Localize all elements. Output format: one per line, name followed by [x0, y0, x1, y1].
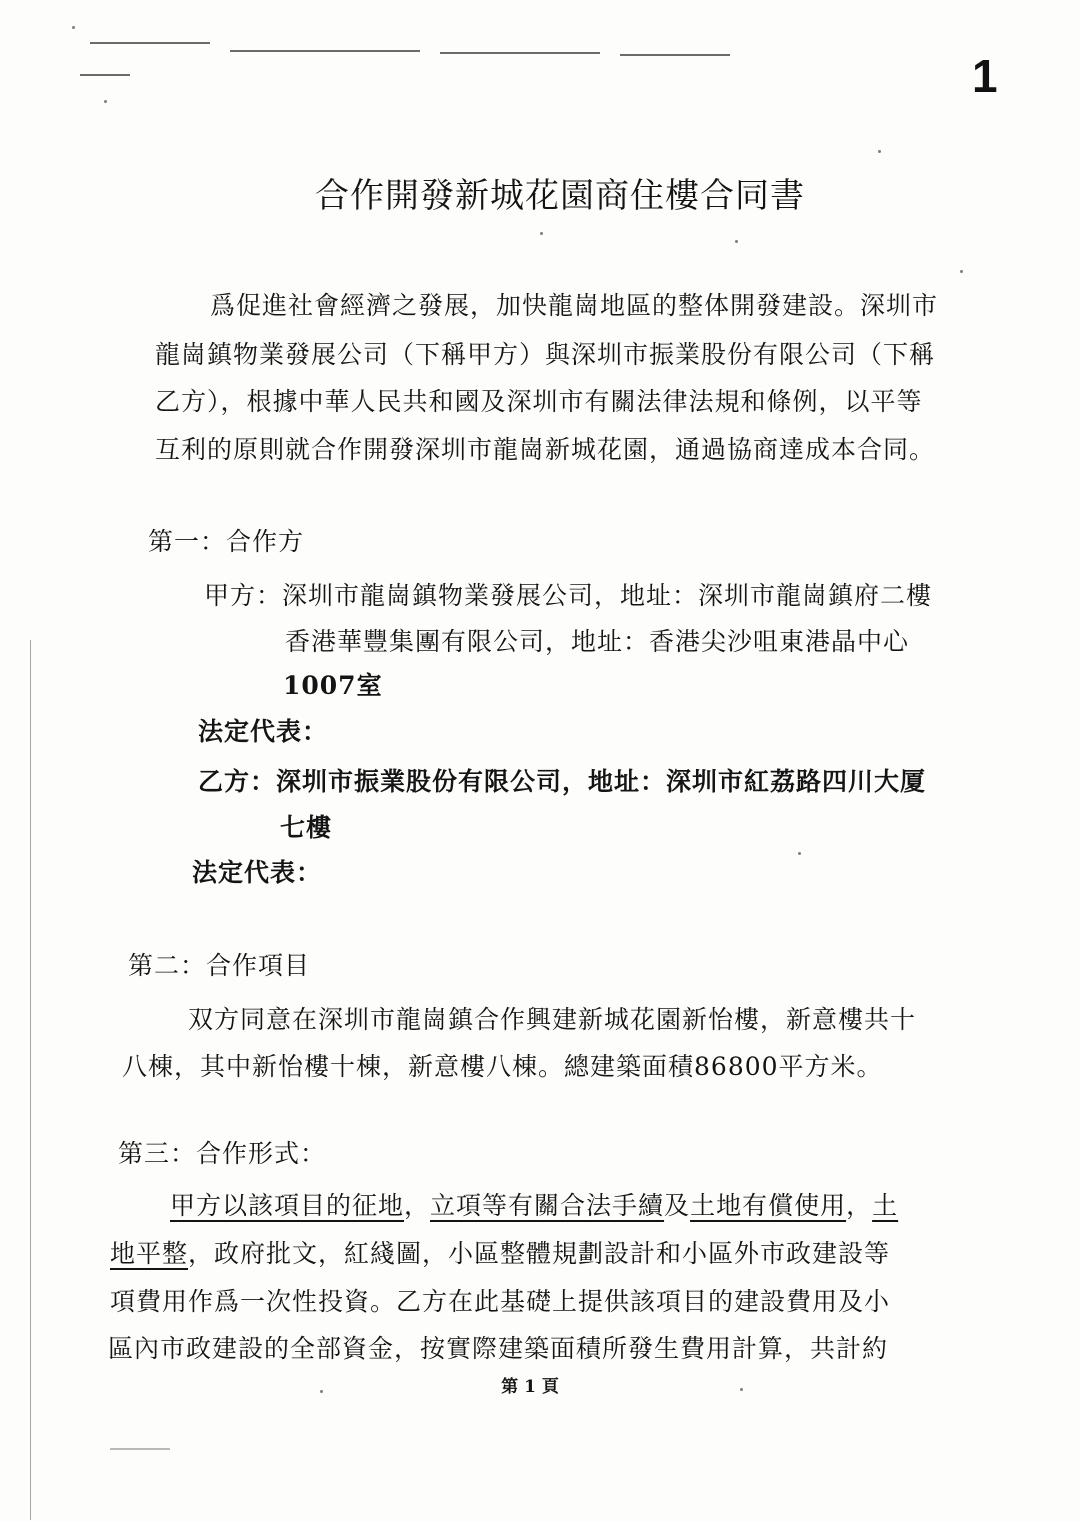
section-body-line: [110, 1236, 890, 1272]
underlined-phrase: 甲方以該項目的征地: [170, 1191, 405, 1220]
section-body-line: 區內市政建設的全部資金，按實際建築面積所發生費用計算，共計約: [108, 1334, 889, 1363]
scan-artifact: [540, 232, 543, 235]
scan-artifact: [90, 42, 210, 44]
underlined-phrase: 地平整: [110, 1239, 189, 1268]
underlined-phrase: 土地有償使用: [690, 1191, 847, 1220]
preamble-line: 互利的原則就合作開發深圳市龍崗新城花園，通過協商達成本合同。: [155, 435, 936, 464]
section-heading: 第二：合作項目: [128, 951, 311, 980]
underlined-phrase: 立項等有關合法手續: [430, 1191, 665, 1220]
scan-artifact: [620, 54, 730, 56]
preamble-line: 龍崗鎮物業發展公司（下稱甲方）與深圳市振業股份有限公司（下稱: [155, 340, 936, 369]
legal-representative-label: 法定代表：: [198, 717, 329, 746]
text-span: ，政府批文，紅綫圖，小區整體規劃設計和小區外市政建設等: [188, 1239, 891, 1268]
section-body-line: [170, 1188, 898, 1224]
text-span: ，: [404, 1191, 431, 1220]
scan-artifact: [110, 1448, 170, 1450]
legal-representative-label: 法定代表：: [192, 858, 323, 887]
section-heading: 第三：合作形式：: [118, 1139, 327, 1168]
scan-artifact: [72, 26, 75, 29]
document-title: 合作開發新城花園商住樓合同書: [315, 176, 805, 216]
party-b-line: 七樓: [280, 813, 333, 842]
scan-artifact: [230, 50, 420, 52]
section-heading: 第一：合作方: [148, 527, 305, 556]
scan-artifact: [104, 100, 107, 103]
preamble-line: 爲促進社會經濟之發展，加快龍崗地區的整体開發建設。深圳市: [210, 291, 939, 320]
scan-artifact: [960, 270, 963, 273]
scan-artifact: [440, 52, 600, 54]
underlined-phrase: 土: [872, 1191, 899, 1220]
scan-artifact: [740, 1388, 743, 1391]
party-b-line: 乙方：深圳市振業股份有限公司，地址：深圳市紅荔路四川大厦: [198, 767, 927, 796]
page-footer: 第 1 頁: [501, 1377, 559, 1397]
preamble-line: 乙方），根據中華人民共和國及深圳市有關法律法規和條例，以平等: [155, 387, 923, 416]
party-a-line: 香港華豐集團有限公司，地址：香港尖沙咀東港晶中心: [285, 627, 910, 656]
scan-artifact: [798, 852, 801, 855]
party-a-line: 1007室: [283, 671, 383, 700]
scan-artifact: [320, 1390, 323, 1393]
scan-artifact: [735, 240, 738, 243]
page-number-mark: 1: [972, 50, 998, 102]
section-body-line: 八棟，其中新怡樓十棟，新意樓八棟。總建築面積86800平方米。: [122, 1052, 883, 1081]
text-span: 及: [664, 1191, 691, 1220]
section-body-line: 双方同意在深圳市龍崗鎮合作興建新城花園新怡樓，新意樓共十: [188, 1005, 917, 1034]
party-a-line: 甲方：深圳市龍崗鎮物業發展公司，地址：深圳市龍崗鎮府二樓: [204, 581, 933, 610]
scan-edge: [30, 640, 31, 1520]
section-body-line: 項費用作爲一次性投資。乙方在此基礎上提供該項目的建設費用及小: [110, 1287, 891, 1316]
scan-artifact: [878, 150, 881, 153]
scan-artifact: [80, 74, 130, 76]
text-span: ，: [846, 1191, 873, 1220]
